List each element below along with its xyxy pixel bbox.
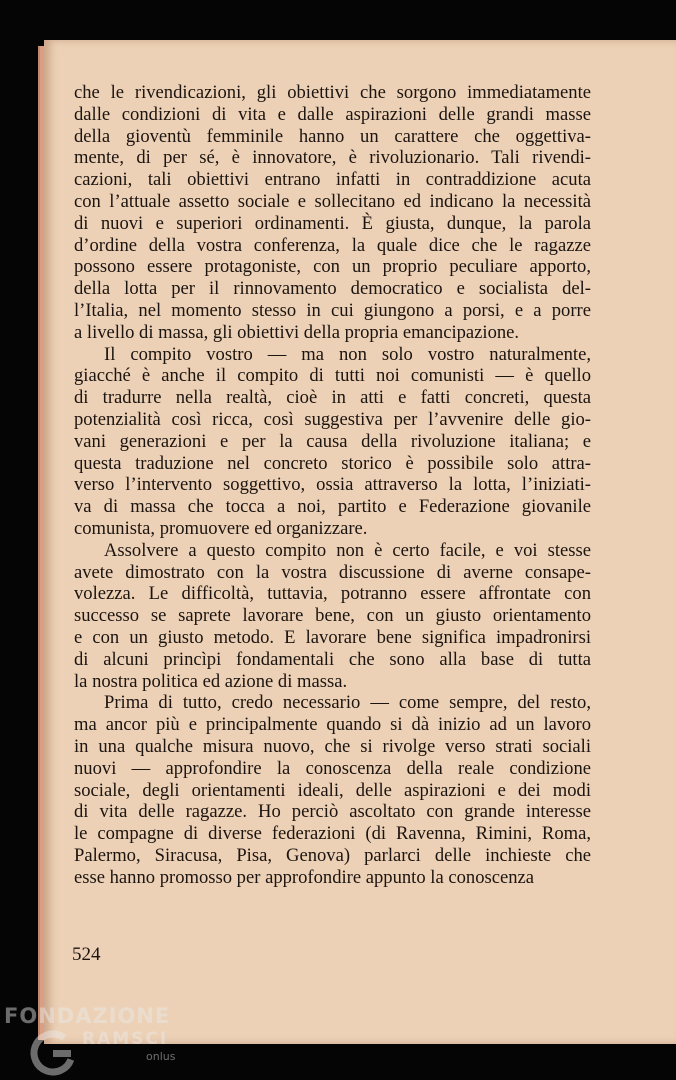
text-line: della gioventù femminile hanno un carattere che oggettiva- [74, 125, 591, 147]
text-line: di alcuni princìpi fondamentali che sono alla base di tutta [74, 648, 591, 670]
text-line: Assolvere a questo compito non è certo facile, e voi stesse [104, 539, 591, 561]
text-line: a livello di massa, gli obiettivi della propria emancipazione. [74, 321, 520, 343]
paragraph [74, 344, 591, 540]
text-line: nuovi — approfondire la conoscenza della reale condizione [74, 757, 591, 779]
paragraph [74, 540, 591, 693]
text-line: la nostra politica ed azione di massa. [74, 670, 348, 692]
text-line: verso l’intervento soggettivo, ossia attraverso la lotta, l’iniziati- [74, 474, 591, 496]
text-line: della lotta per il rinnovamento democratico e socialista del- [74, 278, 591, 300]
watermark-line-1: FONDAZIONE [4, 1004, 171, 1028]
text-line: potenzialità così ricca, così suggestiva per l’avvenire delle gio- [74, 408, 591, 430]
paragraph [74, 82, 591, 344]
text-line: esse hanno promosso per approfondire appunto la conoscenza [74, 866, 535, 888]
text-line: di vita delle ragazze. Ho perciò ascoltato con grande interesse [74, 801, 591, 823]
watermark-logo [4, 1004, 176, 1063]
text-line: e con un giusto metodo. E lavorare bene significa impadronirsi [74, 626, 591, 648]
text-line: di nuovi e superiori ordinamenti. È giusta, dunque, la parola [74, 212, 591, 234]
text-line: mente, di per sé, è innovatore, è rivoluzionario. Tali rivendi- [74, 147, 591, 169]
text-line: dalle condizioni di vita e dalle aspirazioni delle grandi masse [74, 103, 591, 125]
text-line: Prima di tutto, credo necessario — come sempre, del resto, [104, 692, 591, 714]
text-line: che le rivendicazioni, gli obiettivi che sorgono immediatamente [74, 82, 591, 103]
text-line: Il compito vostro — ma non solo vostro naturalmente, [104, 343, 591, 365]
watermark-line-3: onlus [146, 1050, 176, 1063]
text-line: va di massa che tocca a noi, partito e Federazione giovanile [74, 496, 591, 518]
text-line: vani generazioni e per la causa della rivoluzione italiana; e [74, 430, 591, 452]
text-line: di tradurre nella realtà, cioè in atti e fatti concreti, questa [74, 387, 591, 409]
paragraph [74, 692, 591, 888]
text-line: in una qualche misura nuovo, che si rivolge verso strati sociali [74, 735, 591, 757]
text-line: con l’attuale assetto sociale e sollecitano ed indicano la necessità [74, 190, 591, 212]
text-line: questa traduzione nel concreto storico è possibile solo attra- [74, 452, 591, 474]
text-line: le compagne di diverse federazioni (di Ravenna, Rimini, Roma, [74, 823, 591, 845]
text-line: cazioni, tali obiettivi entrano infatti in contraddizione acuta [74, 169, 591, 191]
text-line: possono essere protagoniste, con un proprio peculiare apporto, [74, 256, 591, 278]
text-line: volezza. Le difficoltà, tuttavia, potranno essere affrontate con [74, 583, 591, 605]
text-line: l’Italia, nel momento stesso in cui giungono a porsi, e a porre [74, 299, 591, 321]
text-line: comunista, promuovere ed organizzare. [74, 517, 368, 539]
watermark-line-2: RAMSCI [82, 1029, 169, 1049]
page-number: 524 [72, 944, 101, 965]
gramsci-g-icon [28, 1028, 78, 1078]
body-text [74, 82, 591, 888]
text-line: sociale, degli orientamenti ideali, delle aspirazioni e dei modi [74, 779, 591, 801]
text-line: Palermo, Siracusa, Pisa, Genova) parlarci delle inchieste che [74, 844, 591, 866]
text-line: giacché è anche il compito di tutti noi comunisti — è quello [74, 365, 591, 387]
text-line: successo se saprete lavorare bene, con un giusto orientamento [74, 605, 591, 627]
text-line: avete dimostrato con la vostra discussione di averne consape- [74, 561, 591, 583]
text-line: d’ordine della vostra conferenza, la quale dice che le ragazze [74, 234, 591, 256]
text-line: ma ancor più e principalmente quando si dà inizio ad un lavoro [74, 714, 591, 736]
